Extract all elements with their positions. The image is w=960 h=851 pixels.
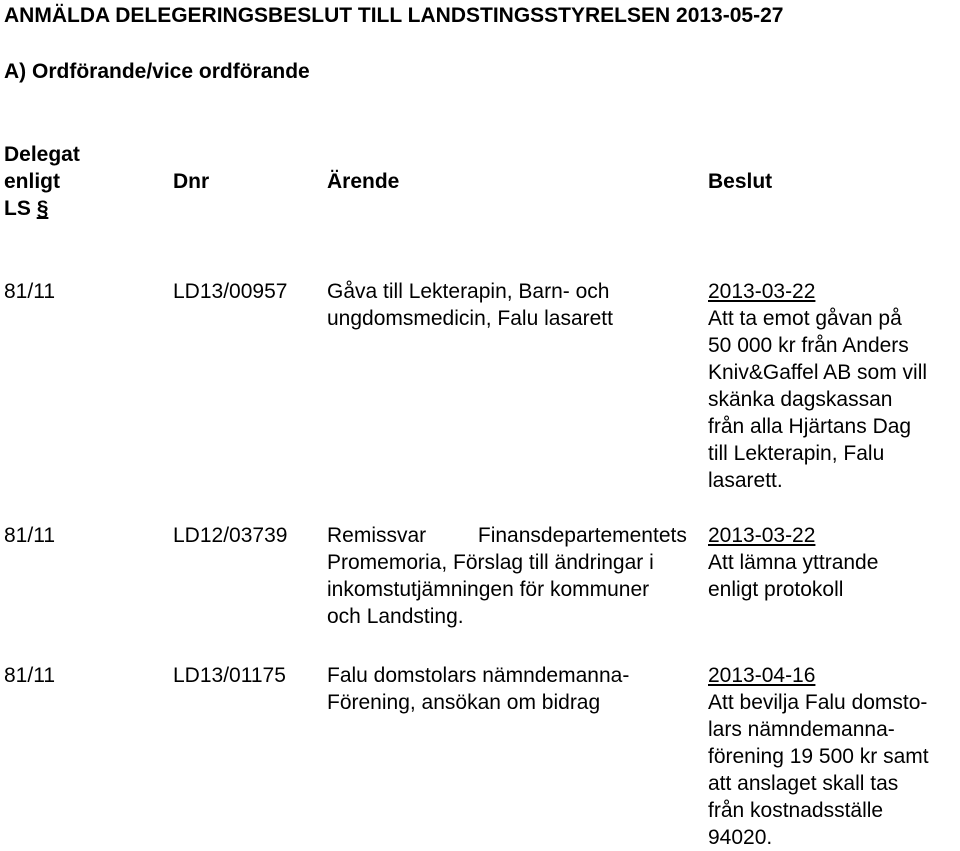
header-arende: Ärende bbox=[327, 170, 400, 193]
arende-line-part: Finansdepartementets bbox=[477, 524, 687, 547]
beslut-date: 2013-04-16 bbox=[708, 664, 816, 687]
header-dnr: Dnr bbox=[173, 170, 210, 193]
arende-line-part: Remissvar bbox=[327, 524, 427, 547]
header-delegat-line3 bbox=[4, 195, 124, 222]
beslut-line: från alla Hjärtans Dag bbox=[708, 415, 912, 438]
arende-line bbox=[327, 522, 697, 549]
beslut-cell bbox=[708, 662, 958, 851]
header-beslut: Beslut bbox=[708, 170, 773, 193]
arende-line: Förening, ansökan om bidrag bbox=[327, 691, 601, 714]
arende-line: inkomstutjämningen för kommuner bbox=[327, 578, 650, 601]
arende-line: Promemoria, Förslag till ändringar i bbox=[327, 551, 654, 574]
beslut-line: 50 000 kr från Anders bbox=[708, 334, 909, 357]
beslut-cell bbox=[708, 278, 958, 494]
beslut-line: Kniv&Gaffel AB som vill bbox=[708, 361, 928, 384]
beslut-line: Att lämna yttrande bbox=[708, 551, 879, 574]
arende-line: Gåva till Lekterapin, Barn- och bbox=[327, 280, 610, 303]
beslut-line: Att bevilja Falu domsto- bbox=[708, 691, 928, 714]
beslut-line: att anslaget skall tas bbox=[708, 772, 899, 795]
beslut-line: till Lekterapin, Falu bbox=[708, 442, 885, 465]
arende-cell bbox=[327, 522, 697, 630]
header-delegat-line1: Delegat bbox=[4, 143, 80, 166]
beslut-line: enligt protokoll bbox=[708, 578, 844, 601]
arende-cell bbox=[327, 278, 697, 332]
beslut-cell bbox=[708, 522, 958, 603]
beslut-line: Att ta emot gåvan på bbox=[708, 307, 902, 330]
arende-line: och Landsting. bbox=[327, 605, 464, 628]
beslut-line: 94020. bbox=[708, 826, 773, 849]
header-delegat-ls: LS bbox=[4, 197, 31, 220]
arende-line: ungdomsmedicin, Falu lasarett bbox=[327, 307, 613, 330]
dnr-cell: LD12/03739 bbox=[173, 524, 288, 547]
beslut-line: lars nämndemanna- bbox=[708, 718, 895, 741]
beslut-line: från kostnadsställe bbox=[708, 799, 884, 822]
arende-line: Falu domstolars nämndemanna- bbox=[327, 664, 630, 687]
delegat-cell: 81/11 bbox=[4, 280, 55, 303]
paragraph-symbol: § bbox=[36, 197, 49, 220]
document-title: ANMÄLDA DELEGERINGSBESLUT TILL LANDSTINGSSTYRELSEN 2013-05-27 bbox=[4, 4, 784, 27]
header-delegat-line2: enligt bbox=[4, 170, 60, 193]
beslut-date: 2013-03-22 bbox=[708, 280, 816, 303]
dnr-cell: LD13/00957 bbox=[173, 280, 288, 303]
delegat-cell: 81/11 bbox=[4, 664, 55, 687]
beslut-line: skänka dagskassan bbox=[708, 388, 893, 411]
delegat-cell: 81/11 bbox=[4, 524, 55, 547]
beslut-line: förening 19 500 kr samt bbox=[708, 745, 929, 768]
arende-cell bbox=[327, 662, 697, 716]
dnr-cell: LD13/01175 bbox=[173, 664, 286, 687]
section-heading: A) Ordförande/vice ordförande bbox=[4, 60, 310, 83]
beslut-date: 2013-03-22 bbox=[708, 524, 816, 547]
beslut-line: lasarett. bbox=[708, 469, 783, 492]
header-delegat bbox=[4, 141, 124, 222]
